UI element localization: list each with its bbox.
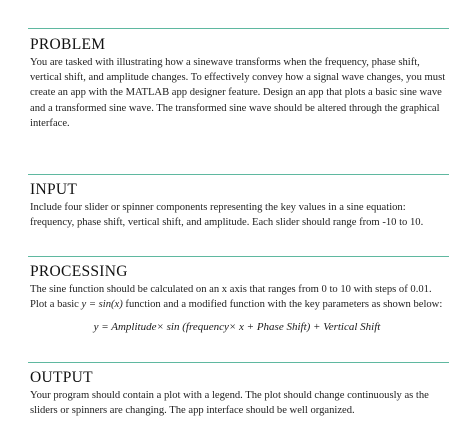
output-heading: OUTPUT [30, 369, 93, 386]
sine-equation: y = Amplitude× sin (frequency× x + Phase Shift) + Vertical Shift [93, 321, 381, 333]
processing-body-text-2: function and a modified function with the key parameters as shown below: [122, 299, 443, 311]
processing-heading: PROCESSING [30, 263, 128, 280]
section-divider-problem [28, 28, 449, 29]
input-heading: INPUT [30, 181, 78, 198]
section-divider-input [28, 174, 449, 175]
processing-body [30, 282, 450, 312]
problem-body: You are tasked with illustrating how a sinewave transforms when the frequency, phase shift, vertical shift, and amplitude changes. To effectively convey how a signal wave changes, you must create an app with the MATLAB app designer feature. Design an app that plots a basic sine wave and a transformed sine wave. The transformed sine wave should be altered through the graphical interface. [30, 57, 446, 129]
output-body: Your program should contain a plot with a legend. The plot should change continuously as the sliders or spinners are changing. The app interface should be well organized. [30, 390, 429, 417]
problem-heading: PROBLEM [30, 36, 106, 53]
section-divider-output [28, 362, 449, 363]
section-divider-processing [28, 256, 449, 257]
processing-body-text-1: The sine function should be calculated on an x axis that ranges from 0 to 10 with steps of 0.01. Plot a basic [30, 284, 432, 311]
input-body: Include four slider or spinner components representing the key values in a sine equation: frequency, phase shift, vertical shift, and amplitude. Each slider should range from -10 to 10. [30, 202, 424, 229]
processing-body-math: y = sin(x) [81, 299, 123, 311]
